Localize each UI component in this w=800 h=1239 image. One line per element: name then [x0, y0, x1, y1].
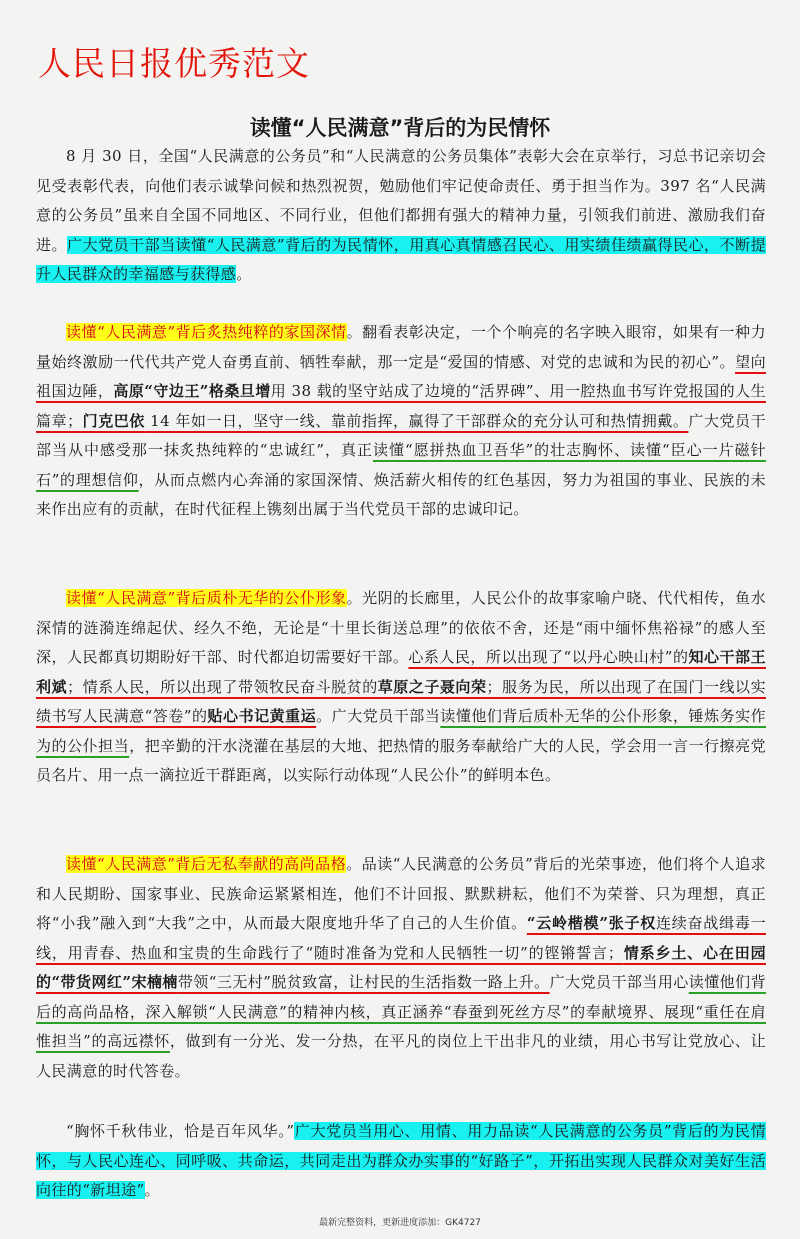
green-underlined-text: 读懂他们背后质朴无华的公仆形象，锤炼务实作为的公仆担当	[36, 707, 767, 755]
article-title: 读懂“人民满意”背后的为民情怀	[249, 116, 551, 140]
intro-highlight: 广大党员干部当读懂“人民满意”背后的为民情怀，用真心真情感召民心、用实绩佳绩赢得民心，不断提升人民群众的幸福感与获得感	[36, 235, 766, 283]
underlined-text: 用 38 载的坚守站成了边境的“活界碑”、用一腔热血书写许党报国的人生篇章；	[36, 382, 766, 430]
intro-end: 。	[236, 265, 252, 283]
underlined-text: 带领“三无村”脱贫致富，让村民的生活指数一路上升。	[177, 973, 550, 991]
paragraph-public-servant	[36, 584, 766, 791]
conclusion-end: 。	[144, 1181, 160, 1199]
text: 。光阴的长廊里，人民公仆的故事家喻户晓、代代相传，鱼水深情的涟漪连绵起伏、经久不绝，无论是“十里长街送总理”的依依不舍，还是“雨中缅怀焦裕禄”的感人至深，人民都真切期盼好干部、时代都迫切需要好干部。	[36, 589, 766, 666]
person-name: 知心干部王利斌	[36, 648, 766, 696]
person-name: 草原之子聂向荣	[377, 677, 487, 696]
text: 广大党员干部当用心	[549, 973, 689, 991]
section-heading-dedication: 读懂“人民满意”背后无私奉献的高尚品格	[66, 855, 347, 873]
green-underlined-text: 读懂他们背后的高尚品格，深入解锁“人民满意”的精神内核，真正涵养“春蚕到死丝方尽”的奉献境界、展现“重任在肩惟担当”的高远襟怀	[36, 973, 766, 1050]
paragraph-conclusion	[36, 1117, 766, 1206]
paragraph-intro	[36, 142, 766, 290]
conclusion-highlight: 广大党员当用心、用情、用力品读“人民满意的公务员”背后的为民情怀，与人民心连心、同呼吸、共命运，共同走出为群众办实事的“好路子”，开拓出实现人民群众对美好生活向往的“新坦途”	[36, 1122, 766, 1199]
text: ，做到有一分光、发一分热，在平凡的岗位上干出非凡的业绩，用心书写让党放心、让人民满意的时代答卷。	[36, 1032, 766, 1080]
brand-header: 人民日报优秀范文	[38, 44, 310, 83]
text: 广大党员干部当从中感受那一抹炙热纯粹的“忠诚红”，真正	[36, 411, 766, 459]
footer-note: 最新完整资料，更新进度添加：GK4727	[319, 1218, 481, 1228]
person-name: 高原“守边王”格桑旦增	[113, 382, 271, 400]
intro-text: 8 月 30 日，全国“人民满意的公务员”和“人民满意的公务员集体”表彰大会在京举行，习总书记亲切会见受表彰代表，向他们表示诚挚问候和热烈祝贺，勉励他们牢记使命责任、勇于担当作为。397 名“人民满意的公务员”虽来自全国不同地区、不同行业，但他们都拥有强大的精神力量，引领我们前进、激励我们奋进。	[36, 147, 766, 254]
person-name: “云岭楷模”张子权	[526, 914, 657, 932]
text: 。翻看表彰决定，一个个响亮的名字映入眼帘，如果有一种力量始终激励一代代共产党人奋勇直前、牺牲奉献，那一定是“爱国的情感、对党的忠诚和为民的初心”。	[36, 323, 766, 371]
person-name: 门克巴依	[82, 411, 145, 430]
underlined-text: 连续奋战缉毒一线，用青春、热血和宝贵的生命践行了“随时准备为党和人民牺牲一切”的铿锵誓言；	[36, 914, 766, 962]
paragraph-patriotism	[36, 318, 766, 525]
text: ，从而点燃内心奔涌的家国深情、焕活薪火相传的红色基因，努力为祖国的事业、民族的未来作出应有的贡献，在时代征程上镌刻出属于当代党员干部的忠诚印记。	[36, 470, 766, 518]
quote-text: “胸怀千秋伟业，恰是百年风华。”	[66, 1122, 295, 1140]
paragraph-dedication	[36, 850, 766, 1086]
underlined-text: 14 年如一日，坚守一线、靠前指挥，赢得了干部群众的充分认可和热情拥戴。	[144, 411, 689, 430]
text: 。品读“人民满意的公务员”背后的光荣事迹，他们将个人追求和人民期盼、国家事业、民族命运紧紧相连，他们不计回报、默默耕耘，他们不为荣誉、只为理想，真正将“小我”融入到“大我”之中，从而最大限度地升华了自己的人生价值。	[36, 855, 766, 932]
text: ，把辛勤的汗水浇灌在基层的大地、把热情的服务奉献给广大的人民，学会用一言一行擦亮党员名片、用一点一滴拉近干群距离，以实际行动体现“人民公仆”的鲜明本色。	[36, 736, 767, 784]
underlined-text: ；服务为民，所以出现了在国门一线以实绩书写人民满意“答卷”的	[36, 677, 766, 725]
underlined-text: ；情系人民，所以出现了带领牧民奋斗脱贫的	[67, 677, 378, 696]
section-heading-patriotism: 读懂“人民满意”背后炙热纯粹的家国深情	[66, 323, 347, 341]
green-underlined-text: 读懂“愿拼热血卫吾华”的壮志胸怀、读懂“臣心一片磁针石”的理想信仰	[36, 441, 766, 489]
person-name: 情系乡土、心在田园的“带货网红”宋楠楠	[36, 943, 766, 991]
underlined-text: 望向祖国边陲，	[36, 352, 766, 400]
section-heading-public-servant: 读懂“人民满意”背后质朴无华的公仆形象	[66, 589, 347, 607]
underlined-text: 心系人民，所以出现了“以丹心映山村”的	[408, 648, 689, 666]
person-name: 贴心书记黄重运	[207, 707, 317, 725]
text: 。广大党员干部当	[316, 707, 441, 725]
